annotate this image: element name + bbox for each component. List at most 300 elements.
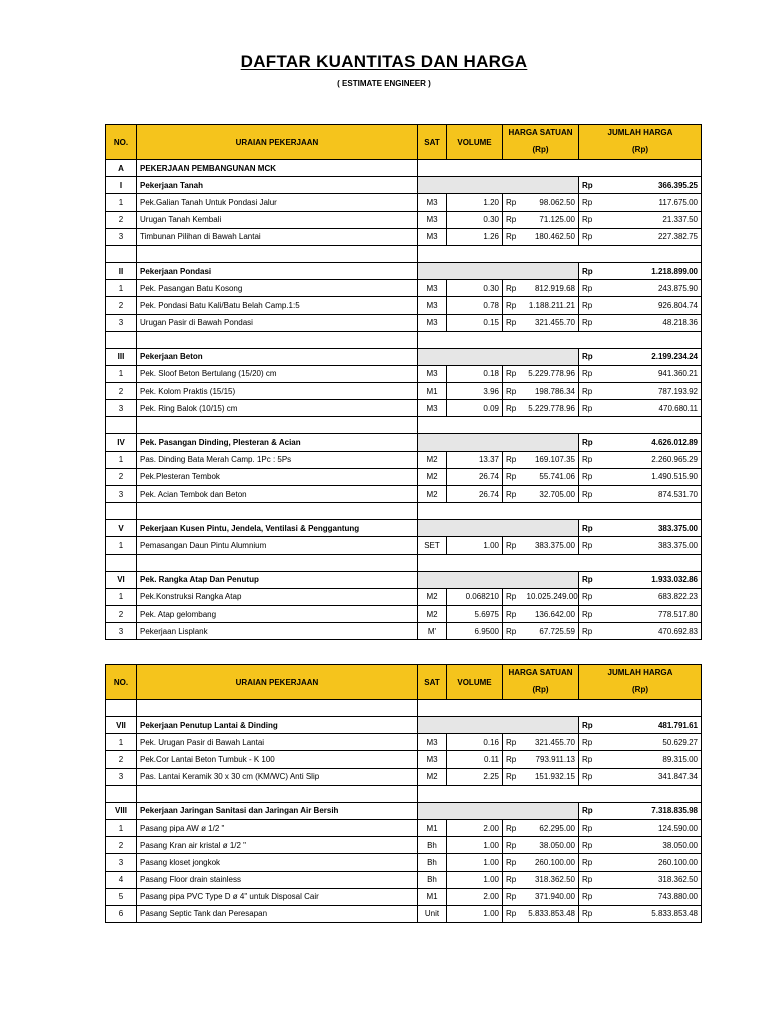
section-title: Pekerjaan Kusen Pintu, Jendela, Ventilasi & Penggantung: [137, 520, 418, 537]
item-sat: M3: [418, 365, 447, 382]
item-price: 383.375.00: [524, 537, 579, 554]
item-amount-currency: Rp: [579, 819, 600, 836]
item-sat: M3: [418, 280, 447, 297]
item-amount-currency: Rp: [579, 537, 600, 554]
header-sat: SAT: [418, 125, 447, 160]
item-amount: 21.337.50: [600, 211, 702, 228]
item-amount: 743.880.00: [600, 888, 702, 905]
item-price: 5.833.853.48: [524, 905, 579, 922]
item-no: 3: [106, 228, 137, 245]
item-amount: 874.531.70: [600, 486, 702, 503]
item-sat: M': [418, 623, 447, 640]
item-amount-currency: Rp: [579, 297, 600, 314]
item-amount: 260.100.00: [600, 854, 702, 871]
item-sat: Unit: [418, 905, 447, 922]
section-spacer: [418, 802, 579, 819]
group-title: PEKERJAAN PEMBANGUNAN MCK: [137, 160, 418, 177]
item-price-currency: Rp: [503, 297, 524, 314]
item-price: 198.786.34: [524, 383, 579, 400]
blank-row: [106, 417, 702, 434]
item-sat: Bh: [418, 837, 447, 854]
table-row: [106, 888, 702, 905]
table-row: [106, 468, 702, 485]
item-desc: Pemasangan Daun Pintu Alumnium: [137, 537, 418, 554]
header-jumlah-harga-label: JUMLAH HARGA: [607, 128, 673, 137]
table-row: [106, 365, 702, 382]
item-no: 5: [106, 888, 137, 905]
section-row: [106, 262, 702, 279]
item-desc: Pasang kloset jongkok: [137, 854, 418, 871]
item-amount: 38.050.00: [600, 837, 702, 854]
section-title: Pekerjaan Pondasi: [137, 262, 418, 279]
item-desc: Pek. Kolom Praktis (15/15): [137, 383, 418, 400]
section-total: 7.318.835.98: [600, 802, 702, 819]
blank-cell: [106, 785, 137, 802]
item-amount-currency: Rp: [579, 888, 600, 905]
item-desc: Pek. Atap gelombang: [137, 605, 418, 622]
section-total: 4.626.012.89: [600, 434, 702, 451]
item-volume: 26.74: [447, 486, 503, 503]
item-sat: M2: [418, 768, 447, 785]
header-uraian: URAIAN PEKERJAAN: [137, 665, 418, 700]
item-desc: Pek. Acian Tembok dan Beton: [137, 486, 418, 503]
item-sat: M1: [418, 383, 447, 400]
item-volume: 0.78: [447, 297, 503, 314]
blank-row: [106, 785, 702, 802]
item-price: 5.229.778.96: [524, 400, 579, 417]
section-spacer: [418, 520, 579, 537]
section-row: [106, 520, 702, 537]
item-volume: 2.00: [447, 888, 503, 905]
section-row: [106, 348, 702, 365]
item-volume: 3.96: [447, 383, 503, 400]
item-price-currency: Rp: [503, 211, 524, 228]
table-row: [106, 297, 702, 314]
section-total: 1.933.032.86: [600, 571, 702, 588]
section-title: Pekerjaan Jaringan Sanitasi dan Jaringan Air Bersih: [137, 802, 418, 819]
item-no: 3: [106, 623, 137, 640]
item-volume: 0.30: [447, 280, 503, 297]
header-jumlah-harga-unit: (Rp): [632, 685, 648, 694]
item-amount: 383.375.00: [600, 537, 702, 554]
item-volume: 6.9500: [447, 623, 503, 640]
item-no: 2: [106, 211, 137, 228]
item-desc: Pasang Kran air kristal ø 1/2 ": [137, 837, 418, 854]
item-desc: Pas. Dinding Bata Merah Camp. 1Pc : 5Ps: [137, 451, 418, 468]
section-title: Pekerjaan Penutup Lantai & Dinding: [137, 717, 418, 734]
item-amount-currency: Rp: [579, 194, 600, 211]
item-amount-currency: Rp: [579, 211, 600, 228]
item-price: 318.362.50: [524, 871, 579, 888]
item-amount-currency: Rp: [579, 451, 600, 468]
item-price: 98.062.50: [524, 194, 579, 211]
section-spacer: [418, 262, 579, 279]
header-no: NO.: [106, 125, 137, 160]
item-sat: M3: [418, 211, 447, 228]
item-price: 1.188.211.21: [524, 297, 579, 314]
item-price-currency: Rp: [503, 819, 524, 836]
item-amount-currency: Rp: [579, 623, 600, 640]
item-sat: SET: [418, 537, 447, 554]
item-price: 321.455.70: [524, 314, 579, 331]
item-amount-currency: Rp: [579, 768, 600, 785]
item-no: 3: [106, 768, 137, 785]
section-title: Pek. Rangka Atap Dan Penutup: [137, 571, 418, 588]
blank-cell: [137, 785, 418, 802]
table-row: [106, 228, 702, 245]
blank-cell: [418, 700, 702, 717]
item-sat: M1: [418, 888, 447, 905]
section-currency: Rp: [579, 520, 600, 537]
blank-cell: [137, 503, 418, 520]
item-desc: Pas. Lantai Keramik 30 x 30 cm (KM/WC) Anti Slip: [137, 768, 418, 785]
item-price: 62.295.00: [524, 819, 579, 836]
item-price: 371.940.00: [524, 888, 579, 905]
item-amount: 2.260.965.29: [600, 451, 702, 468]
item-price: 32.705.00: [524, 486, 579, 503]
section-row: [106, 434, 702, 451]
item-amount-currency: Rp: [579, 486, 600, 503]
item-sat: Bh: [418, 854, 447, 871]
item-price-currency: Rp: [503, 905, 524, 922]
section-spacer: [418, 717, 579, 734]
item-price-currency: Rp: [503, 605, 524, 622]
item-sat: M3: [418, 751, 447, 768]
blank-cell: [418, 331, 702, 348]
item-volume: 0.15: [447, 314, 503, 331]
section-no: I: [106, 177, 137, 194]
item-price-currency: Rp: [503, 365, 524, 382]
header-volume: VOLUME: [447, 125, 503, 160]
table-row: [106, 211, 702, 228]
item-price-currency: Rp: [503, 734, 524, 751]
item-no: 1: [106, 734, 137, 751]
header-jumlah-harga-unit: (Rp): [632, 145, 648, 154]
section-total: 383.375.00: [600, 520, 702, 537]
item-amount-currency: Rp: [579, 734, 600, 751]
blank-row: [106, 331, 702, 348]
section-row: [106, 802, 702, 819]
table-header-row: [106, 665, 702, 700]
header-harga-satuan-unit: (Rp): [532, 685, 549, 694]
quantity-price-table-1: [105, 124, 702, 640]
item-no: 2: [106, 297, 137, 314]
blank-row: [106, 503, 702, 520]
blank-cell: [418, 554, 702, 571]
section-no: VI: [106, 571, 137, 588]
group-no: A: [106, 160, 137, 177]
group-row: [106, 160, 702, 177]
section-total: 366.395.25: [600, 177, 702, 194]
blank-cell: [106, 503, 137, 520]
item-no: 1: [106, 280, 137, 297]
item-price-currency: Rp: [503, 888, 524, 905]
table-row: [106, 734, 702, 751]
section-no: VIII: [106, 802, 137, 819]
section-title: Pekerjaan Tanah: [137, 177, 418, 194]
header-jumlah-harga: [579, 665, 702, 700]
section-spacer: [418, 348, 579, 365]
section-no: IV: [106, 434, 137, 451]
item-sat: M3: [418, 194, 447, 211]
table-row: [106, 314, 702, 331]
item-price-currency: Rp: [503, 623, 524, 640]
item-no: 2: [106, 751, 137, 768]
item-volume: 1.26: [447, 228, 503, 245]
item-desc: Pek. Pasangan Batu Kosong: [137, 280, 418, 297]
item-price-currency: Rp: [503, 854, 524, 871]
item-price: 38.050.00: [524, 837, 579, 854]
item-amount: 5.833.853.48: [600, 905, 702, 922]
table-row: [106, 751, 702, 768]
table-row: [106, 623, 702, 640]
item-amount: 48.218.36: [600, 314, 702, 331]
table-row: [106, 383, 702, 400]
table-row: [106, 400, 702, 417]
item-price-currency: Rp: [503, 451, 524, 468]
section-currency: Rp: [579, 177, 600, 194]
item-sat: M2: [418, 588, 447, 605]
blank-cell: [418, 417, 702, 434]
header-sat: SAT: [418, 665, 447, 700]
table-row: [106, 588, 702, 605]
blank-cell: [418, 503, 702, 520]
item-price-currency: Rp: [503, 468, 524, 485]
item-volume: 2.25: [447, 768, 503, 785]
item-amount: 318.362.50: [600, 871, 702, 888]
blank-cell: [106, 331, 137, 348]
item-sat: Bh: [418, 871, 447, 888]
blank-cell: [137, 245, 418, 262]
item-price: 793.911.13: [524, 751, 579, 768]
header-harga-satuan: [503, 125, 579, 160]
header-volume: VOLUME: [447, 665, 503, 700]
blank-cell: [106, 417, 137, 434]
item-amount-currency: Rp: [579, 605, 600, 622]
item-volume: 0.11: [447, 751, 503, 768]
item-price-currency: Rp: [503, 400, 524, 417]
section-title: Pek. Pasangan Dinding, Plesteran & Acian: [137, 434, 418, 451]
section-currency: Rp: [579, 262, 600, 279]
item-amount: 470.680.11: [600, 400, 702, 417]
item-volume: 1.00: [447, 905, 503, 922]
item-volume: 1.00: [447, 837, 503, 854]
section-spacer: [418, 571, 579, 588]
item-desc: Pek. Sloof Beton Bertulang (15/20) cm: [137, 365, 418, 382]
item-sat: M3: [418, 228, 447, 245]
item-volume: 1.00: [447, 871, 503, 888]
item-desc: Pek.Plesteran Tembok: [137, 468, 418, 485]
item-price: 5.229.778.96: [524, 365, 579, 382]
table-row: [106, 605, 702, 622]
item-price: 812.919.68: [524, 280, 579, 297]
item-price: 10.025.249.00: [524, 588, 579, 605]
item-no: 1: [106, 365, 137, 382]
blank-cell: [106, 554, 137, 571]
item-desc: Pek.Cor Lantai Beton Tumbuk - K 100: [137, 751, 418, 768]
item-amount-currency: Rp: [579, 468, 600, 485]
blank-cell: [137, 700, 418, 717]
item-amount-currency: Rp: [579, 837, 600, 854]
table-row: [106, 486, 702, 503]
blank-row: [106, 245, 702, 262]
table-row: [106, 819, 702, 836]
item-amount-currency: Rp: [579, 383, 600, 400]
item-amount: 778.517.80: [600, 605, 702, 622]
page-subtitle: ( ESTIMATE ENGINEER ): [337, 79, 431, 88]
blank-row: [106, 554, 702, 571]
blank-cell: [418, 785, 702, 802]
item-price-currency: Rp: [503, 837, 524, 854]
blank-row: [106, 700, 702, 717]
section-row: [106, 717, 702, 734]
item-price: 260.100.00: [524, 854, 579, 871]
section-total: 1.218.899.00: [600, 262, 702, 279]
item-price-currency: Rp: [503, 280, 524, 297]
item-no: 3: [106, 486, 137, 503]
item-no: 1: [106, 588, 137, 605]
header-jumlah-harga-label: JUMLAH HARGA: [607, 668, 673, 677]
section-total: 481.791.61: [600, 717, 702, 734]
item-sat: M3: [418, 400, 447, 417]
item-price-currency: Rp: [503, 588, 524, 605]
item-amount: 941.360.21: [600, 365, 702, 382]
section-spacer: [418, 177, 579, 194]
item-volume: 5.6975: [447, 605, 503, 622]
section-title: Pekerjaan Beton: [137, 348, 418, 365]
table-row: [106, 854, 702, 871]
header-harga-satuan-label: HARGA SATUAN: [508, 668, 573, 677]
item-amount: 227.382.75: [600, 228, 702, 245]
item-amount: 683.822.23: [600, 588, 702, 605]
item-amount: 787.193.92: [600, 383, 702, 400]
quantity-price-table-2: [105, 664, 702, 923]
section-currency: Rp: [579, 348, 600, 365]
section-no: V: [106, 520, 137, 537]
item-amount: 89.315.00: [600, 751, 702, 768]
item-desc: Pasang Septic Tank dan Peresapan: [137, 905, 418, 922]
table-row: [106, 451, 702, 468]
item-amount-currency: Rp: [579, 314, 600, 331]
section-spacer: [418, 434, 579, 451]
item-desc: Pek. Ring Balok (10/15) cm: [137, 400, 418, 417]
item-desc: Pek. Urugan Pasir di Bawah Lantai: [137, 734, 418, 751]
item-no: 3: [106, 314, 137, 331]
table-row: [106, 194, 702, 211]
header-harga-satuan: [503, 665, 579, 700]
item-no: 3: [106, 400, 137, 417]
item-no: 1: [106, 537, 137, 554]
table-row: [106, 768, 702, 785]
item-volume: 1.00: [447, 854, 503, 871]
table-row: [106, 537, 702, 554]
page-title: DAFTAR KUANTITAS DAN HARGA: [240, 52, 528, 71]
item-no: 2: [106, 837, 137, 854]
item-no: 6: [106, 905, 137, 922]
item-no: 2: [106, 605, 137, 622]
item-volume: 1.00: [447, 537, 503, 554]
table-row: [106, 837, 702, 854]
item-amount-currency: Rp: [579, 751, 600, 768]
table-row: [106, 280, 702, 297]
item-amount-currency: Rp: [579, 280, 600, 297]
item-amount-currency: Rp: [579, 854, 600, 871]
section-no: VII: [106, 717, 137, 734]
section-row: [106, 571, 702, 588]
section-no: II: [106, 262, 137, 279]
item-volume: 2.00: [447, 819, 503, 836]
blank-cell: [137, 331, 418, 348]
item-price: 67.725.59: [524, 623, 579, 640]
item-no: 1: [106, 451, 137, 468]
item-sat: M2: [418, 468, 447, 485]
item-amount-currency: Rp: [579, 400, 600, 417]
item-volume: 26.74: [447, 468, 503, 485]
item-price-currency: Rp: [503, 314, 524, 331]
item-price: 71.125.00: [524, 211, 579, 228]
blank-cell: [137, 417, 418, 434]
item-volume: 0.18: [447, 365, 503, 382]
item-desc: Urugan Pasir di Bawah Pondasi: [137, 314, 418, 331]
item-price: 180.462.50: [524, 228, 579, 245]
section-row: [106, 177, 702, 194]
header-jumlah-harga: [579, 125, 702, 160]
item-price-currency: Rp: [503, 228, 524, 245]
item-sat: M3: [418, 314, 447, 331]
table-row: [106, 905, 702, 922]
item-volume: 0.16: [447, 734, 503, 751]
item-price-currency: Rp: [503, 194, 524, 211]
item-amount: 926.804.74: [600, 297, 702, 314]
item-amount-currency: Rp: [579, 871, 600, 888]
section-currency: Rp: [579, 571, 600, 588]
item-no: 3: [106, 854, 137, 871]
header-no: NO.: [106, 665, 137, 700]
item-desc: Urugan Tanah Kembali: [137, 211, 418, 228]
table-header-row: [106, 125, 702, 160]
blank-cell: [106, 245, 137, 262]
item-price-currency: Rp: [503, 383, 524, 400]
item-amount: 117.675.00: [600, 194, 702, 211]
item-desc: Pek. Pondasi Batu Kali/Batu Belah Camp.1:5: [137, 297, 418, 314]
item-amount-currency: Rp: [579, 365, 600, 382]
blank-cell: [137, 554, 418, 571]
item-sat: M1: [418, 819, 447, 836]
header-harga-satuan-label: HARGA SATUAN: [508, 128, 573, 137]
item-price-currency: Rp: [503, 768, 524, 785]
item-desc: Pek.Galian Tanah Untuk Pondasi Jalur: [137, 194, 418, 211]
item-desc: Pek.Konstruksi Rangka Atap: [137, 588, 418, 605]
item-no: 4: [106, 871, 137, 888]
item-desc: Timbunan Pilihan di Bawah Lantai: [137, 228, 418, 245]
item-price-currency: Rp: [503, 871, 524, 888]
section-total: 2.199.234.24: [600, 348, 702, 365]
item-amount: 243.875.90: [600, 280, 702, 297]
item-amount: 470.692.83: [600, 623, 702, 640]
item-price-currency: Rp: [503, 486, 524, 503]
item-volume: 1.20: [447, 194, 503, 211]
header-uraian: URAIAN PEKERJAAN: [137, 125, 418, 160]
item-price: 169.107.35: [524, 451, 579, 468]
table-row: [106, 871, 702, 888]
item-desc: Pekerjaan Lisplank: [137, 623, 418, 640]
item-amount: 1.490.515.90: [600, 468, 702, 485]
item-desc: Pasang Floor drain stainless: [137, 871, 418, 888]
group-spacer: [418, 160, 702, 177]
item-amount-currency: Rp: [579, 228, 600, 245]
section-currency: Rp: [579, 802, 600, 819]
header-harga-satuan-unit: (Rp): [532, 145, 549, 154]
